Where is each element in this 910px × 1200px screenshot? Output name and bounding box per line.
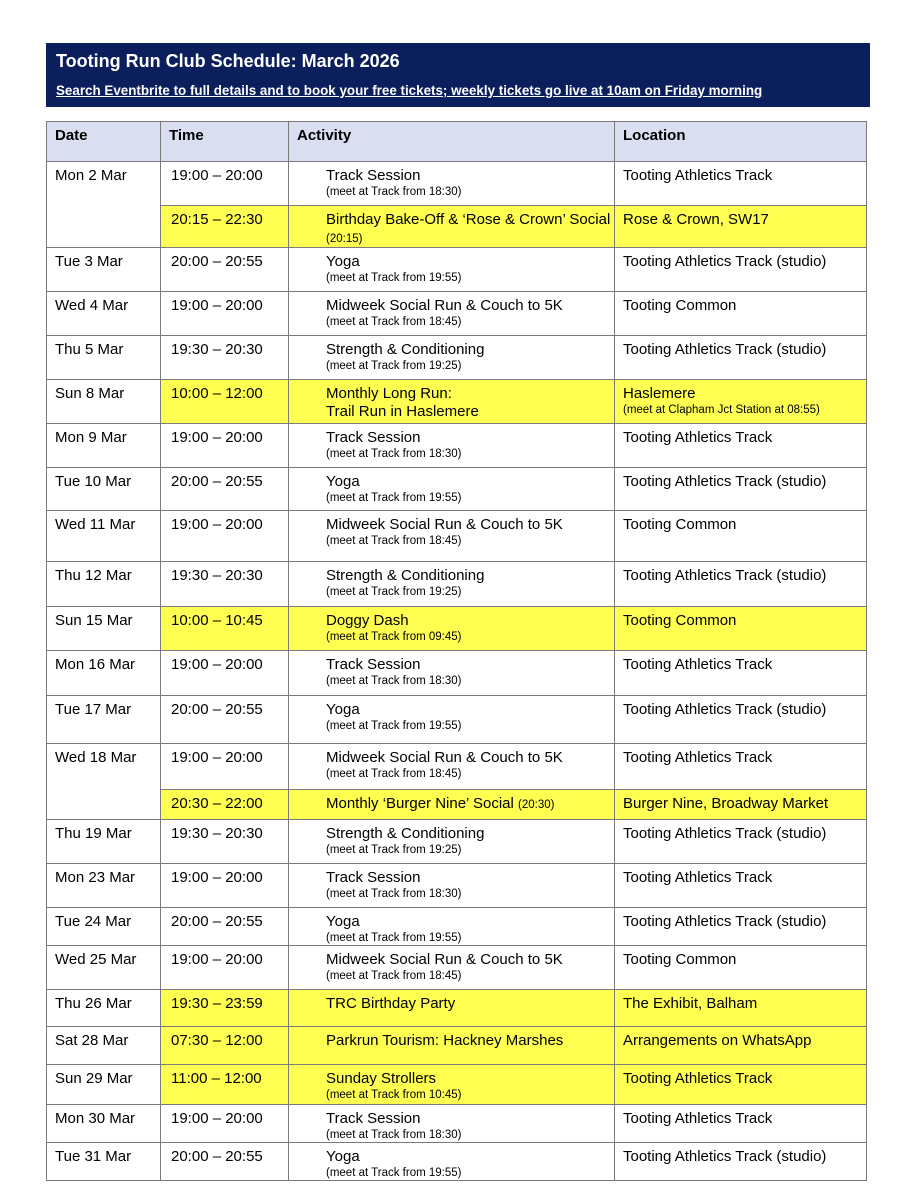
cell-location <box>615 511 867 562</box>
table-row <box>47 864 867 908</box>
location-name: Tooting Athletics Track (studio) <box>623 473 827 490</box>
cell-activity <box>289 651 615 696</box>
cell-time: 19:00 – 20:00 <box>161 424 289 468</box>
header-time: Time <box>161 122 289 162</box>
activity-title <box>326 167 614 185</box>
meeting-note: (meet at Track from 10:45) <box>326 1089 462 1101</box>
meeting-note: (meet at Track from 18:45) <box>326 768 462 780</box>
cell-location <box>615 380 867 424</box>
table-row <box>47 1105 867 1143</box>
cell-date: Thu 12 Mar <box>47 562 161 607</box>
cell-location <box>615 946 867 990</box>
location-name: Tooting Athletics Track <box>623 429 773 446</box>
cell-time: 20:00 – 20:55 <box>161 468 289 511</box>
table-row <box>47 380 867 424</box>
cell-time: 19:00 – 20:00 <box>161 162 289 206</box>
location-name: Haslemere <box>623 385 696 402</box>
cell-time: 19:00 – 20:00 <box>161 864 289 908</box>
cell-date: Mon 2 Mar <box>47 162 161 248</box>
location-name: Tooting Common <box>623 297 737 314</box>
table-row <box>47 1065 867 1105</box>
cell-location <box>615 1143 867 1181</box>
cell-date: Wed 4 Mar <box>47 292 161 336</box>
activity-name: TRC Birthday Party <box>326 995 456 1012</box>
table-row <box>47 790 867 820</box>
location-name: Tooting Athletics Track <box>623 749 773 766</box>
activity-title <box>326 516 614 534</box>
cell-time: 19:00 – 20:00 <box>161 1105 289 1143</box>
activity-name: Yoga <box>326 1148 360 1165</box>
location-name: Tooting Athletics Track <box>623 1070 773 1087</box>
meeting-note: (meet at Track from 18:45) <box>326 316 462 328</box>
header-location: Location <box>615 122 867 162</box>
cell-activity <box>289 790 615 820</box>
meeting-note: (meet at Track from 09:45) <box>326 631 462 643</box>
table-row <box>47 162 867 206</box>
activity-name: Yoga <box>326 253 360 270</box>
cell-date: Tue 10 Mar <box>47 468 161 511</box>
activity-title <box>326 429 614 447</box>
cell-location <box>615 696 867 744</box>
cell-location <box>615 820 867 864</box>
header-activity: Activity <box>289 122 615 162</box>
table-row <box>47 336 867 380</box>
meeting-note: (meet at Track from 19:55) <box>326 492 462 504</box>
cell-time: 20:00 – 20:55 <box>161 696 289 744</box>
cell-activity <box>289 511 615 562</box>
cell-activity <box>289 1065 615 1105</box>
activity-name: Track Session <box>326 1110 421 1127</box>
table-row <box>47 744 867 790</box>
cell-time: 20:00 – 20:55 <box>161 1143 289 1181</box>
table-header-row <box>47 122 867 162</box>
cell-activity <box>289 292 615 336</box>
cell-date: Thu 19 Mar <box>47 820 161 864</box>
location-name: Arrangements on WhatsApp <box>623 1032 812 1049</box>
activity-name: Yoga <box>326 913 360 930</box>
activity-title <box>326 612 614 630</box>
cell-time: 20:15 – 22:30 <box>161 206 289 248</box>
meeting-note: (meet at Track from 18:30) <box>326 1129 462 1141</box>
cell-activity <box>289 990 615 1027</box>
cell-time: 10:00 – 12:00 <box>161 380 289 424</box>
activity-name: Monthly ‘Burger Nine’ Social <box>326 795 514 812</box>
cell-date: Mon 23 Mar <box>47 864 161 908</box>
location-name: Tooting Common <box>623 951 737 968</box>
table-row <box>47 1027 867 1065</box>
cell-activity <box>289 607 615 651</box>
cell-time: 19:00 – 20:00 <box>161 292 289 336</box>
location-name: Tooting Athletics Track <box>623 1110 773 1127</box>
cell-date: Sun 29 Mar <box>47 1065 161 1105</box>
cell-activity <box>289 248 615 292</box>
cell-location <box>615 424 867 468</box>
meeting-note: (meet at Track from 19:25) <box>326 360 462 372</box>
activity-name: Track Session <box>326 167 421 184</box>
meeting-note: (meet at Track from 19:55) <box>326 272 462 284</box>
meeting-note: (meet at Track from 18:30) <box>326 675 462 687</box>
activity-title <box>326 297 614 315</box>
cell-location <box>615 1027 867 1065</box>
activity-name: Yoga <box>326 473 360 490</box>
table-row <box>47 248 867 292</box>
activity-name: Track Session <box>326 656 421 673</box>
activity-name: Midweek Social Run & Couch to 5K <box>326 749 563 766</box>
cell-activity <box>289 1105 615 1143</box>
cell-location <box>615 562 867 607</box>
cell-location <box>615 864 867 908</box>
activity-name: Track Session <box>326 869 421 886</box>
meeting-note: (meet at Track from 19:25) <box>326 586 462 598</box>
table-row <box>47 424 867 468</box>
meeting-note: (meet at Track from 19:25) <box>326 844 462 856</box>
cell-location <box>615 651 867 696</box>
location-name: Tooting Athletics Track (studio) <box>623 825 827 842</box>
cell-activity <box>289 380 615 424</box>
cell-date: Thu 5 Mar <box>47 336 161 380</box>
schedule-body <box>47 162 867 1181</box>
meeting-note: (meet at Track from 18:30) <box>326 186 462 198</box>
cell-location <box>615 292 867 336</box>
location-name: Tooting Common <box>623 516 737 533</box>
activity-name: Parkrun Tourism: Hackney Marshes <box>326 1032 564 1049</box>
meeting-note: (meet at Track from 18:45) <box>326 535 462 547</box>
activity-time-note: (20:15) <box>326 233 363 245</box>
cell-date: Sat 28 Mar <box>47 1027 161 1065</box>
cell-date: Wed 25 Mar <box>47 946 161 990</box>
cell-location <box>615 990 867 1027</box>
activity-name: Strength & Conditioning <box>326 825 485 842</box>
table-row <box>47 206 867 248</box>
cell-activity <box>289 424 615 468</box>
cell-activity <box>289 1143 615 1181</box>
activity-title <box>326 211 614 247</box>
cell-activity <box>289 562 615 607</box>
cell-activity <box>289 1027 615 1065</box>
activity-title <box>326 749 614 767</box>
table-row <box>47 562 867 607</box>
cell-time: 20:30 – 22:00 <box>161 790 289 820</box>
meeting-note: (meet at Track from 18:30) <box>326 448 462 460</box>
cell-date: Mon 16 Mar <box>47 651 161 696</box>
cell-time: 10:00 – 10:45 <box>161 607 289 651</box>
cell-date: Tue 17 Mar <box>47 696 161 744</box>
cell-time: 11:00 – 12:00 <box>161 1065 289 1105</box>
cell-date: Tue 3 Mar <box>47 248 161 292</box>
cell-time: 19:00 – 20:00 <box>161 511 289 562</box>
cell-date: Mon 30 Mar <box>47 1105 161 1143</box>
activity-name: Track Session <box>326 429 421 446</box>
cell-date: Mon 9 Mar <box>47 424 161 468</box>
cell-date: Tue 24 Mar <box>47 908 161 946</box>
location-name: Tooting Athletics Track <box>623 167 773 184</box>
location-name: Tooting Athletics Track (studio) <box>623 253 827 270</box>
cell-location <box>615 468 867 511</box>
page-title: Tooting Run Club Schedule: March 2026 <box>56 51 400 71</box>
activity-title <box>326 1110 614 1128</box>
cell-time: 19:30 – 20:30 <box>161 562 289 607</box>
table-row <box>47 607 867 651</box>
cell-location <box>615 206 867 248</box>
activity-time-note: (20:30) <box>518 799 555 811</box>
cell-time: 19:30 – 23:59 <box>161 990 289 1027</box>
schedule-table <box>46 121 867 1181</box>
cell-activity <box>289 864 615 908</box>
location-name: Rose & Crown, SW17 <box>623 211 769 228</box>
activity-title <box>326 253 614 271</box>
activity-name: Monthly Long Run: <box>326 385 452 402</box>
cell-date: Thu 26 Mar <box>47 990 161 1027</box>
cell-activity <box>289 744 615 790</box>
meeting-note: (meet at Track from 19:55) <box>326 1167 462 1179</box>
activity-name: Midweek Social Run & Couch to 5K <box>326 516 563 533</box>
cell-location <box>615 248 867 292</box>
activity-title <box>326 869 614 887</box>
activity-name: Birthday Bake-Off & ‘Rose & Crown’ Social <box>326 211 611 228</box>
activity-name: Sunday Strollers <box>326 1070 437 1087</box>
cell-activity <box>289 946 615 990</box>
activity-title <box>326 913 614 931</box>
meeting-note: (meet at Track from 19:55) <box>326 720 462 732</box>
activity-name: Yoga <box>326 701 360 718</box>
cell-activity <box>289 206 615 248</box>
activity-name: Midweek Social Run & Couch to 5K <box>326 951 563 968</box>
activity-title <box>326 1070 614 1088</box>
cell-time: 07:30 – 12:00 <box>161 1027 289 1065</box>
cell-location <box>615 908 867 946</box>
activity-name: Midweek Social Run & Couch to 5K <box>326 297 563 314</box>
activity-title <box>326 1032 614 1050</box>
location-name: Tooting Athletics Track <box>623 869 773 886</box>
cell-activity <box>289 820 615 864</box>
cell-location <box>615 1105 867 1143</box>
activity-title <box>326 951 614 969</box>
table-row <box>47 696 867 744</box>
cell-location <box>615 607 867 651</box>
location-name: Tooting Athletics Track (studio) <box>623 1148 827 1165</box>
activity-title <box>326 567 614 585</box>
cell-date: Wed 18 Mar <box>47 744 161 820</box>
cell-location <box>615 162 867 206</box>
table-row <box>47 1143 867 1181</box>
cell-time: 20:00 – 20:55 <box>161 248 289 292</box>
table-row <box>47 946 867 990</box>
activity-title <box>326 701 614 719</box>
location-name: Tooting Common <box>623 612 737 629</box>
location-name: Tooting Athletics Track (studio) <box>623 341 827 358</box>
cell-time: 19:00 – 20:00 <box>161 651 289 696</box>
location-name: Tooting Athletics Track (studio) <box>623 913 827 930</box>
location-note: (meet at Clapham Jct Station at 08:55) <box>623 404 820 416</box>
meeting-note: (meet at Track from 19:55) <box>326 932 462 944</box>
table-row <box>47 820 867 864</box>
cell-time: 19:30 – 20:30 <box>161 820 289 864</box>
location-name: The Exhibit, Balham <box>623 995 758 1012</box>
activity-title <box>326 795 614 813</box>
eventbrite-booking-link[interactable]: Search Eventbrite to full details and to book your free tickets; weekly tickets go live at 10am on Friday morning <box>56 83 763 98</box>
activity-title <box>326 995 614 1013</box>
activity-subtitle: Trail Run in Haslemere <box>326 403 479 420</box>
location-name: Tooting Athletics Track (studio) <box>623 701 827 718</box>
cell-location <box>615 336 867 380</box>
cell-activity <box>289 336 615 380</box>
location-name: Tooting Athletics Track (studio) <box>623 567 827 584</box>
cell-location <box>615 1065 867 1105</box>
activity-title <box>326 1148 614 1166</box>
location-name: Burger Nine, Broadway Market <box>623 795 829 812</box>
table-row <box>47 511 867 562</box>
cell-time: 19:30 – 20:30 <box>161 336 289 380</box>
cell-time: 19:00 – 20:00 <box>161 744 289 790</box>
activity-title <box>326 385 614 403</box>
header-date: Date <box>47 122 161 162</box>
cell-date: Tue 31 Mar <box>47 1143 161 1181</box>
location-name: Tooting Athletics Track <box>623 656 773 673</box>
cell-date: Sun 15 Mar <box>47 607 161 651</box>
cell-activity <box>289 162 615 206</box>
activity-name: Doggy Dash <box>326 612 409 629</box>
table-row <box>47 908 867 946</box>
table-row <box>47 468 867 511</box>
cell-date: Wed 11 Mar <box>47 511 161 562</box>
cell-location <box>615 790 867 820</box>
cell-time: 20:00 – 20:55 <box>161 908 289 946</box>
cell-activity <box>289 908 615 946</box>
activity-name: Strength & Conditioning <box>326 567 485 584</box>
activity-title <box>326 341 614 359</box>
cell-activity <box>289 696 615 744</box>
activity-title <box>326 473 614 491</box>
table-row <box>47 990 867 1027</box>
table-row <box>47 651 867 696</box>
meeting-note: (meet at Track from 18:45) <box>326 970 462 982</box>
activity-name: Strength & Conditioning <box>326 341 485 358</box>
cell-location <box>615 744 867 790</box>
meeting-note: (meet at Track from 18:30) <box>326 888 462 900</box>
activity-title <box>326 825 614 843</box>
cell-date: Sun 8 Mar <box>47 380 161 424</box>
cell-time: 19:00 – 20:00 <box>161 946 289 990</box>
schedule-banner <box>46 43 870 107</box>
activity-title <box>326 656 614 674</box>
table-row <box>47 292 867 336</box>
cell-activity <box>289 468 615 511</box>
